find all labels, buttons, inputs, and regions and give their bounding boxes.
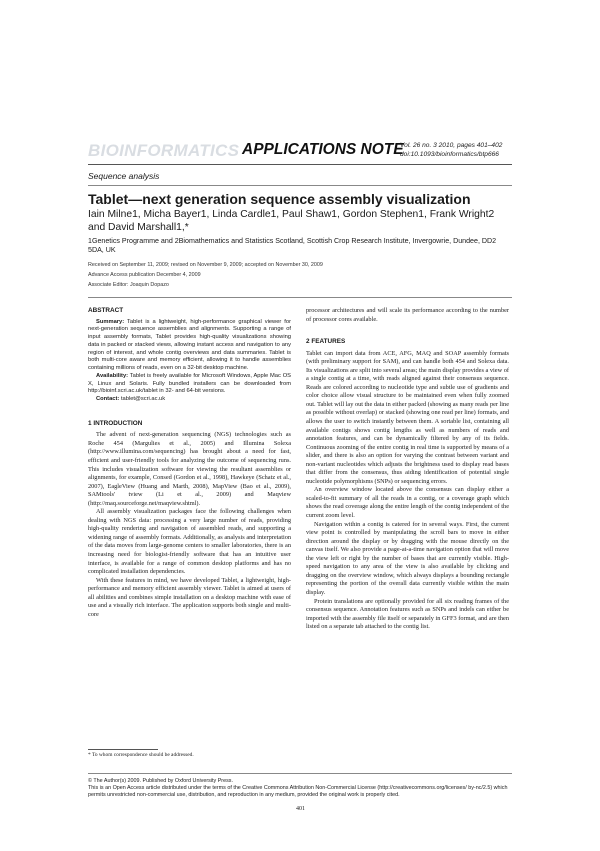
- section-rule: [88, 185, 512, 186]
- footnote-rule: [88, 749, 158, 750]
- abstract-summary: [88, 319, 291, 373]
- features-paragraph-3: Navigation within a contig is catered for in several ways. First, the current view point is controlled by manipulating the scroll bars to move in either direction around the display or by dragging with the mouse directly on the canvas itself. We also provide a page-at-a-time navigation option that will move the view left or right by the number of bases that are currently visible. High-speed navigation to any area of the view is also available by clicking and dragging on the overview window, which always displays a bounding rectangle representing the portion of the overall data currently visible within the main display.: [306, 520, 509, 596]
- intro-paragraph-3: With these features in mind, we have developed Tablet, a lightweight, high-performance and memory efficient assembly viewer. Tablet is aimed at users of all abilities and combines simple installation on a desktop machine with ease of use and a visually rich interface. The application supports both single and multi-core: [88, 576, 291, 618]
- received-dates: Received on September 11, 2009; revised on November 9, 2009; accepted on November 30, 2009: [88, 262, 323, 268]
- contact-email[interactable]: tablet@scri.ac.uk: [120, 396, 166, 403]
- advance-access: Advance Access publication December 4, 2009: [88, 272, 201, 278]
- contact-label: Contact:: [96, 396, 120, 403]
- abstract-heading: ABSTRACT: [88, 307, 124, 314]
- header-rule: [88, 164, 512, 165]
- authors-line-2: and David Marshall1,*: [88, 222, 189, 233]
- abstract-availability: [88, 373, 291, 396]
- correspondence-footnote: * To whom correspondence should be addressed.: [88, 752, 194, 758]
- features-paragraph-1: Tablet can import data from ACE, AFG, MAQ and SOAP assembly formats (with preliminary support for SAM), and can handle both 454 and Solexa data. Its visualizations are split into several areas; the main display provides a view of a single contig at a time, with reads aligned against their consensus sequence. Reads are colored according to nucleotide type and subtle use of gradients and color choice allow visual structure to be maintained even when fully zoomed out. Tablet will lay out the data in either packed (showing as many reads per line as possible without overlap) or stacked (showing one read per line) formats, and allows the user to switch instantly between them. A sortable list, containing all available contigs shows contig lengths as well as numbers of reads and annotation features, and can be dynamically filtered by any of its fields. Continuous zooming of the entire contig in real time is supported by means of a slider, and there is also an option for varying the contrast between variant and non-variant nucleotides which adjusts the brightness used to display read bases that differ from the consensus, thus aiding identification of potential single nucleotide polymorphisms (SNPs) or sequencing errors.: [306, 349, 509, 485]
- author-list: [88, 208, 513, 234]
- affiliations: 1Genetics Programme and 2Biomathematics and Statistics Scotland, Scottish Crop Research Institute, Invergowrie, Dundee, DD2 5DA, UK: [88, 237, 497, 255]
- availability-text: Tablet is freely available for Microsoft Windows, Apple Mac OS X, Linux and Solaris. Fully bundled installers can be downloaded from http://bioinf.scri.ac.uk/tablet in 32- and 64-bit versions.: [88, 372, 291, 395]
- features-paragraph-4: Protein translations are optionally provided for all six reading frames of the consensus sequence. Annotation features such as SNPs and indels can either be imported with the assembly file itself or separately in GFF3 format, and are then listed on a separate tab attached to the contig list.: [306, 597, 509, 631]
- abstract-contact: [88, 396, 291, 404]
- introduction-heading: 1 INTRODUCTION: [88, 419, 143, 427]
- continued-paragraph: processor architectures and will scale its performance according to the number of processor cores available.: [306, 307, 509, 323]
- section-label: Sequence analysis: [88, 171, 160, 181]
- paper-title: Tablet—next generation sequence assembly visualization: [88, 191, 471, 207]
- intro-paragraph-2: All assembly visualization packages face the following challenges when dealing with NGS data: processing a very large number of reads, providing high-quality rendering and navigation of assembled reads, and supporting a widening range of assembly formats. Additionally, as analysis and interpretation of the data moves from large-genome centers to smaller laboratories, there is an increasing need for biologist-friendly software that has an intuitive user interface, is available for a range of common desktop platforms and has no complicated installation dependencies.: [88, 508, 291, 576]
- intro-paragraph-1: The advent of next-generation sequencing (NGS) technologies such as Roche 454 (Margulies et al., 2005) and Illumina Solexa (http://www.illumina.com/sequencing) has brought about a need for fast, efficient and user-friendly tools for analyzing the outcome of sequencing runs. This includes visualization software for viewing the resultant assemblies or alignments, for example, Consed (Gordon et al., 1998), Hawkeye (Schatz et al., 2007), EagleView (Huang and Marth, 2008), MapView (Bao et al., 2009), SAMtools' tview (Li et al., 2009) and Maqview (http://maq.sourceforge.net/maqview.shtml).: [88, 431, 291, 507]
- summary-label: Summary:: [96, 318, 125, 325]
- copyright-line: © The Author(s) 2009. Published by Oxford University Press.: [88, 778, 233, 784]
- license-block: [88, 778, 512, 800]
- summary-text: Tablet is a lightweight, high-performance graphical viewer for next-generation sequence assemblies and alignments. Supporting a range of input assembly formats, Tablet provides high-quality visualizations showing data in packed or stacked views, allowing instant access and navigation to any region of interest, and whole contig overviews and data summaries. Tablet is both multi-core aware and memory efficient, allowing it to handle assemblies containing millions of reads, even on a 32-bit desktop machine.: [88, 318, 291, 372]
- left-column: [88, 307, 291, 619]
- features-heading: 2 FEATURES: [306, 338, 346, 346]
- volume-line: Vol. 26 no. 3 2010, pages 401–402: [400, 142, 503, 149]
- availability-label: Availability:: [96, 372, 129, 379]
- features-paragraph-2: An overview window located above the consensus can display either a scaled-to-fit summary of all the reads in a contig, or a coverage graph which shows the read coverage along the entire length of the contig independent of the current zoom level.: [306, 486, 509, 520]
- meta-rule: [88, 297, 512, 298]
- article-type: APPLICATIONS NOTE: [242, 141, 404, 158]
- license-rule: [88, 773, 512, 774]
- authors-line-1: Iain Milne1, Micha Bayer1, Linda Cardle1, Paul Shaw1, Gordon Stephen1, Frank Wright2: [88, 209, 495, 220]
- journal-name: BIOINFORMATICS: [88, 141, 240, 160]
- associate-editor: Associate Editor: Joaquin Dopazo: [88, 282, 169, 288]
- page-number: 401: [296, 806, 305, 812]
- license-text: This is an Open Access article distributed under the terms of the Creative Commons Attribution Non-Commercial License (http://creativecommons.org/licenses/ by-nc/2.5) which permits unrestricted non-commercial use, distribution, and reproduction in any medium, provided the original work is properly cited.: [88, 785, 508, 799]
- volume-info: [400, 141, 502, 159]
- doi-line: doi:10.1093/bioinformatics/btp666: [400, 151, 499, 158]
- right-column: [306, 307, 509, 632]
